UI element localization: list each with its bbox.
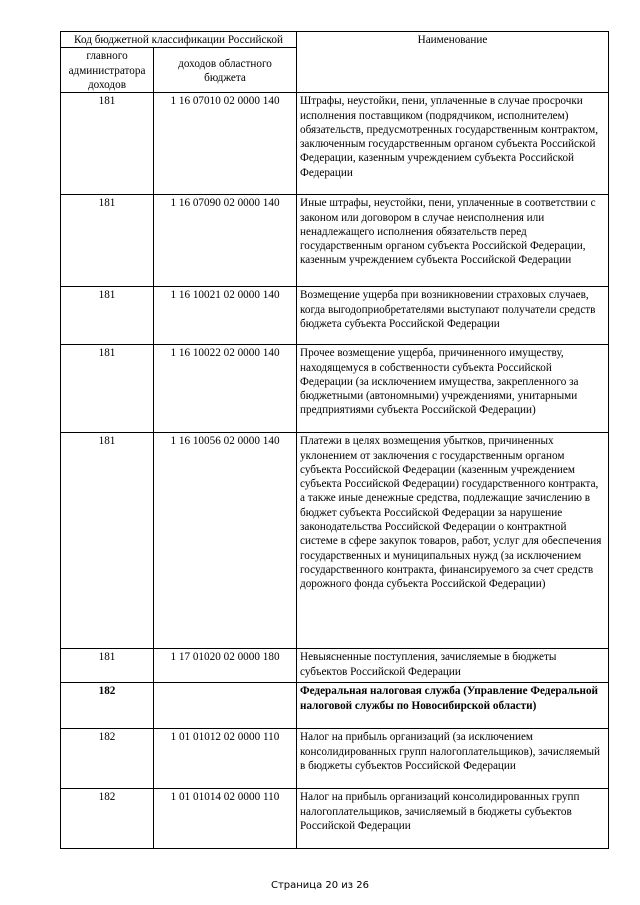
- header-name: Наименование: [297, 32, 609, 93]
- table-row: [61, 683, 609, 729]
- budget-classification-table: [60, 31, 609, 849]
- table-row: [61, 789, 609, 849]
- name-cell: Возмещение ущерба при возникновении страховых случаев, когда выгодоприобретателями выступают получатели средств бюджета субъекта Российской Федерации: [297, 287, 609, 345]
- admin-code-cell: 181: [61, 433, 154, 649]
- header-group-label: Код бюджетной классификации Российской: [61, 32, 297, 48]
- admin-code-cell: 181: [61, 649, 154, 683]
- table-row: [61, 345, 609, 433]
- income-code-cell: 1 16 10056 02 0000 140: [154, 433, 297, 649]
- table-row: [61, 729, 609, 789]
- name-cell: Невыясненные поступления, зачисляемые в бюджеты субъектов Российской Федерации: [297, 649, 609, 683]
- income-code-cell: 1 01 01012 02 0000 110: [154, 729, 297, 789]
- table-row: [61, 93, 609, 195]
- admin-code-cell: 182: [61, 683, 154, 729]
- name-cell: Налог на прибыль организаций (за исключением консолидированных групп налогоплательщиков), зачисляемый в бюджеты субъектов Российской Федерации: [297, 729, 609, 789]
- income-code-cell: 1 16 07090 02 0000 140: [154, 195, 297, 287]
- table-row: [61, 433, 609, 649]
- admin-code-cell: 181: [61, 287, 154, 345]
- table-row: [61, 649, 609, 683]
- name-cell: Иные штрафы, неустойки, пени, уплаченные в соответствии с законом или договором в случае неисполнения или ненадлежащего исполнения обязательств перед государственным органом субъекта Российской Федерации, казенным учреждением субъекта Российской Федерации: [297, 195, 609, 287]
- name-cell: Штрафы, неустойки, пени, уплаченные в случае просрочки исполнения поставщиком (подрядчиком, исполнителем) обязательств, предусмотренных государственным контрактом, заключенным государственным органом субъекта Российской Федерации, казенным учреждением субъекта Российской Федерации: [297, 93, 609, 195]
- income-code-cell: [154, 683, 297, 729]
- admin-code-cell: 181: [61, 93, 154, 195]
- header-income: доходов областного бюджета: [154, 48, 297, 93]
- name-cell: Платежи в целях возмещения убытков, причиненных уклонением от заключения с государственным органом субъекта Российской Федерации (казенным учреждением субъекта Российской Федерации) государственного контракта, а также иные денежные средства, подлежащие зачислению в бюджет субъекта Российской Федерации за нарушение законодательства Российской Федерации о контрактной системе в сфере закупок товаров, работ, услуг для обеспечения государственных и муниципальных нужд (за исключением государственного контракта, финансируемого за счет средств дорожного фонда субъекта Российской Федерации): [297, 433, 609, 649]
- income-code-cell: 1 16 10021 02 0000 140: [154, 287, 297, 345]
- header-admin: главного администратора доходов: [61, 48, 154, 93]
- table-body: [61, 32, 609, 849]
- table-row: [61, 195, 609, 287]
- header-row-group: [61, 32, 609, 48]
- income-code-cell: 1 16 07010 02 0000 140: [154, 93, 297, 195]
- admin-code-cell: 181: [61, 345, 154, 433]
- page-number: Страница 20 из 26: [270, 880, 370, 891]
- table-row: [61, 287, 609, 345]
- name-cell: Прочее возмещение ущерба, причиненного имуществу, находящемуся в собственности субъекта Российской Федерации (за исключением имущества, закрепленного за бюджетными (автономными) учреждениями, унитарными предприятиями субъекта Российской Федерации): [297, 345, 609, 433]
- admin-code-cell: 182: [61, 729, 154, 789]
- income-code-cell: 1 17 01020 02 0000 180: [154, 649, 297, 683]
- income-code-cell: 1 16 10022 02 0000 140: [154, 345, 297, 433]
- admin-code-cell: 181: [61, 195, 154, 287]
- admin-code-cell: 182: [61, 789, 154, 849]
- name-cell: Налог на прибыль организаций консолидированных групп налогоплательщиков, зачисляемый в бюджеты субъектов Российской Федерации: [297, 789, 609, 849]
- income-code-cell: 1 01 01014 02 0000 110: [154, 789, 297, 849]
- name-cell: Федеральная налоговая служба (Управление Федеральной налоговой службы по Новосибирской области): [297, 683, 609, 729]
